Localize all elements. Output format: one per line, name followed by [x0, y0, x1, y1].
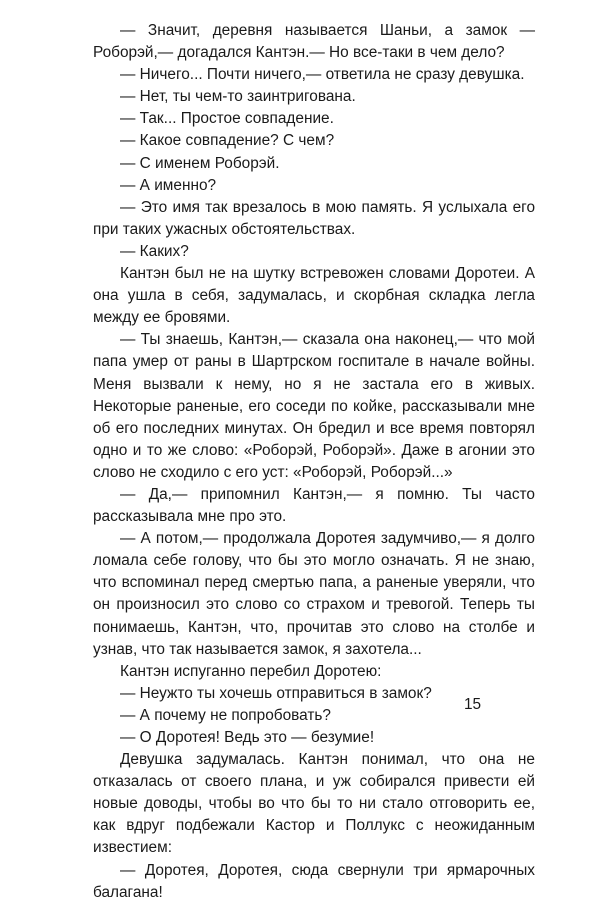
paragraph-3: — Нет, ты чем-то заинтригована. — [120, 88, 356, 106]
paragraph-4: — Так... Простое совпадение. — [120, 110, 334, 128]
paragraph-10: Кантэн был не на шутку встревожен словами Доротеи. А она ушла в себя, задумалась, и скорбная складка легла между ее бровями. — [93, 265, 535, 327]
paragraph-15: — Неужто ты хочешь отправиться в замок? — [120, 684, 432, 702]
page-number: 15 — [464, 696, 482, 713]
paragraph-9: — Каких? — [120, 242, 189, 260]
paragraph-16: — А почему не попробовать? — [120, 706, 331, 724]
paragraph-18: Девушка задумалась. Кантэн понимал, что она не отказалась от своего плана, и уж собирался привести ей новые доводы, чтобы во что бы то ни стало отговорить ее, как вдруг подбежали Кастор и Поллукс с неожиданным известием: — [93, 751, 535, 857]
paragraph-7: — А именно? — [120, 176, 217, 194]
paragraph-5: — Какое совпадение? С чем? — [120, 132, 335, 150]
paragraph-13: — А потом,— продолжала Доротея задумчиво,— я долго ломала себе голову, что бы это могло означать. Я не знаю, что вспоминал перед смертью папа, а раненые уверяли, что он произносил это слово со страхом и тревогой. Теперь ты понимаешь, Кантэн, что, прочитав это слово на столбе и узнав, что так называется замок, я захотела... — [93, 530, 535, 658]
paragraph-6: — С именем Роборэй. — [120, 154, 280, 172]
paragraph-2: — Ничего... Почти ничего,— ответила не сразу девушка. — [120, 66, 525, 84]
body-text — [93, 20, 535, 904]
paragraph-11: — Ты знаешь, Кантэн,— сказала она наконец,— что мой папа умер от раны в Шартрском госпитале в начале войны. Меня вызвали к нему, но я не застала его в живых. Некоторые раненые, его соседи по койке, рассказывали мне об его последних минутах. Он бредил и все время повторял одно и то же слово: «Роборэй, Роборэй». Даже в агонии это слово не сходило с его уст: «Роборэй, Роборэй...» — [93, 331, 535, 481]
paragraph-8: — Это имя так врезалось в мою память. Я услыхала его при таких ужасных обстоятельствах. — [93, 198, 535, 238]
paragraph-12: — Да,— припомнил Кантэн,— я помню. Ты часто рассказывала мне про это. — [93, 485, 535, 526]
paragraph-1: — Значит, деревня называется Шаньи, а замок — Роборэй,— догадался Кантэн.— Но все-таки в чем дело? — [93, 22, 535, 62]
paragraph-14: Кантэн испуганно перебил Доротею: — [120, 662, 382, 680]
paragraph-17: — О Доротея! Ведь это — безумие! — [120, 729, 375, 746]
paragraph-19: — Доротея, Доротея, сюда свернули три ярмарочных балагана! — [93, 861, 535, 901]
